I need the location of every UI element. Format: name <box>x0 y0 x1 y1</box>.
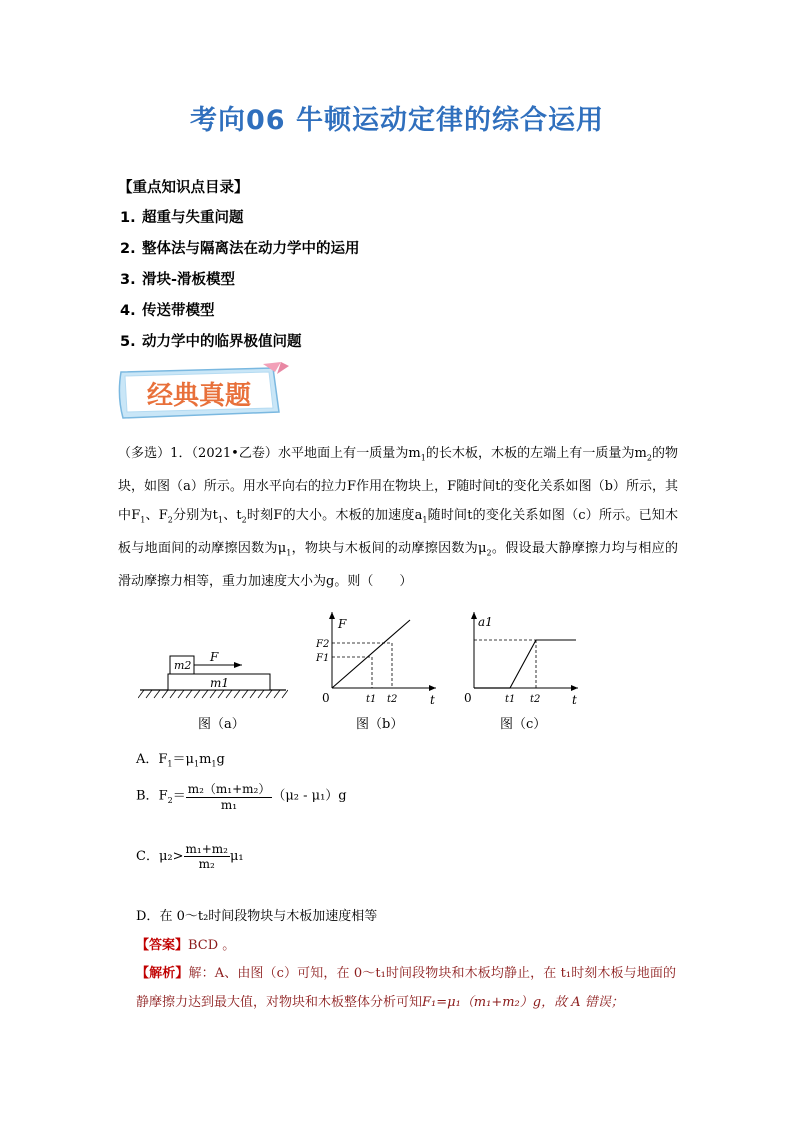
origin-label: 0 <box>322 691 330 705</box>
answer-label: 【答案】 <box>136 938 189 953</box>
caption-b: 图（b） <box>356 717 404 732</box>
option-d <box>136 905 377 924</box>
frac-den: m₂ <box>198 857 215 871</box>
option-text: μ₂> <box>158 849 184 864</box>
toc-item-label: 超重与失重问题 <box>142 210 244 226</box>
option-label: A． <box>136 752 159 767</box>
answer-line <box>136 934 235 953</box>
toc-item-number: 5. <box>120 334 136 350</box>
force-arrowhead <box>234 662 242 668</box>
q-sub: 1 <box>422 515 428 525</box>
option-b-fraction <box>186 780 273 812</box>
option-sub: 2 <box>167 796 173 806</box>
q-text: 时刻F的大小。木板的加速度a <box>246 507 423 523</box>
toc-item <box>120 330 360 361</box>
option-label: B． <box>136 788 159 804</box>
toc-item <box>120 206 360 237</box>
t2-label: t2 <box>530 694 541 705</box>
q-sub: 1 <box>140 515 146 525</box>
toc-item <box>120 299 360 330</box>
toc-item-number: 1. <box>120 210 136 226</box>
caption-a: 图（a） <box>198 717 245 732</box>
option-c <box>136 842 244 871</box>
x-axis-label: t <box>430 693 435 707</box>
q-text: 的长木板，木板的左端上有一质量为m <box>425 446 647 461</box>
toc-item-label: 动力学中的临界极值问题 <box>142 334 302 350</box>
x-axis-arrow <box>429 685 436 691</box>
y-axis-arrow <box>471 612 477 619</box>
toc-item-label: 滑块-滑板模型 <box>142 272 236 288</box>
board-label: m1 <box>210 676 230 690</box>
q-text: 。假设最大静摩擦力均与相应的滑动摩擦力相等，重力加速度大小为g。则（ ） <box>118 540 678 590</box>
page-title: 考向06 牛顿运动定律的综合运用 <box>190 105 604 136</box>
option-text: ＝μ <box>172 752 194 767</box>
option-c-fraction <box>184 842 230 871</box>
q-sub: 2 <box>241 515 247 525</box>
option-text: 在 0～t₂时间段物块与木板加速度相等 <box>159 909 378 924</box>
option-label: D． <box>136 909 160 924</box>
f2-label: F2 <box>316 639 330 650</box>
option-a <box>136 748 225 769</box>
option-b <box>136 780 347 812</box>
q-text: 随时间t的变化关系如图（c）所示。已知木板与地面间的动摩擦因数为μ <box>118 507 678 556</box>
frac-num: m₁+m₂ <box>185 842 228 856</box>
section-banner <box>115 362 295 424</box>
answer-value: BCD 。 <box>188 938 236 953</box>
x-axis-label: t <box>572 693 577 707</box>
q-sub: 2 <box>486 548 492 558</box>
y-axis-label: a1 <box>478 615 493 629</box>
toc-item <box>120 237 360 268</box>
f1-label: F1 <box>316 653 330 664</box>
option-text: g <box>216 752 225 767</box>
option-sub: 1 <box>167 759 173 769</box>
force-label: F <box>210 650 219 664</box>
q-text: 水平地面上有一质量为m <box>277 446 421 461</box>
figure-c <box>458 606 588 710</box>
accel-ramp <box>510 640 536 688</box>
frac-den: m₁ <box>220 798 238 812</box>
q-sub: 1 <box>217 515 223 525</box>
option-sub: 1 <box>193 759 200 769</box>
option-text: （μ₂ - μ₁）g <box>272 788 347 804</box>
q-text: 的物块，如图（a）所示。用水平向右的拉力F作用在物块上，F随时间t的变化关系如图（b）所示，其中F <box>118 446 678 523</box>
q-text: 、F <box>145 507 168 523</box>
caption-c: 图（c） <box>500 717 547 732</box>
y-axis-label: F <box>338 617 347 631</box>
q-sub: 1 <box>286 548 292 558</box>
explanation-formula: F₁=μ₁（m₁+m₂）g，故 A 错误； <box>422 994 624 1010</box>
option-text: ＝ <box>172 788 186 804</box>
q-text: 、t <box>223 507 242 523</box>
q-sub: 2 <box>167 515 173 525</box>
banner-text: 经典真题 <box>146 381 252 411</box>
t1-label: t1 <box>366 694 377 705</box>
question-text <box>118 440 678 597</box>
toc-heading: 【重点知识点目录】 <box>118 180 249 196</box>
t1-label: t1 <box>505 694 516 705</box>
explanation-label: 【解析】 <box>136 966 189 981</box>
block-label: m2 <box>174 659 192 672</box>
q-text: 分别为t <box>172 507 218 523</box>
explanation <box>136 960 676 1017</box>
explanation-text: 解：A、由图（c）可知，在 0～t₁时间段物块和木板均静止，在 t₁时刻木板与地面的静摩擦力达到最大值，对物块和木板整体分析可知 <box>136 966 676 1010</box>
figure-b <box>312 606 442 710</box>
q-sub: 1 <box>420 453 426 463</box>
toc-item <box>120 268 360 299</box>
y-axis-arrow <box>329 612 335 619</box>
ground-hatch <box>138 690 288 698</box>
figure-a <box>138 644 288 704</box>
toc-item-label: 整体法与隔离法在动力学中的运用 <box>142 241 360 257</box>
option-text: m <box>199 752 212 767</box>
origin-label: 0 <box>464 691 472 705</box>
option-label: C． <box>136 849 159 864</box>
toc-item-label: 传送带模型 <box>142 303 215 319</box>
toc-item-number: 4. <box>120 303 136 319</box>
option-text: μ₁ <box>229 849 244 864</box>
t2-label: t2 <box>387 694 398 705</box>
option-text: F <box>158 752 168 767</box>
q-text: ，物块与木板间的动摩擦因数为μ <box>291 540 487 556</box>
toc-item-number: 2. <box>120 241 136 257</box>
toc-list <box>120 206 360 361</box>
frac-num: m₂（m₁+m₂） <box>187 782 271 796</box>
q-sub: 2 <box>646 453 652 463</box>
x-axis-arrow <box>571 685 578 691</box>
toc-item-number: 3. <box>120 272 136 288</box>
question-prefix: （多选）1．（2021•乙卷） <box>118 446 278 461</box>
option-text: F <box>158 788 168 804</box>
option-sub: 1 <box>211 759 217 769</box>
